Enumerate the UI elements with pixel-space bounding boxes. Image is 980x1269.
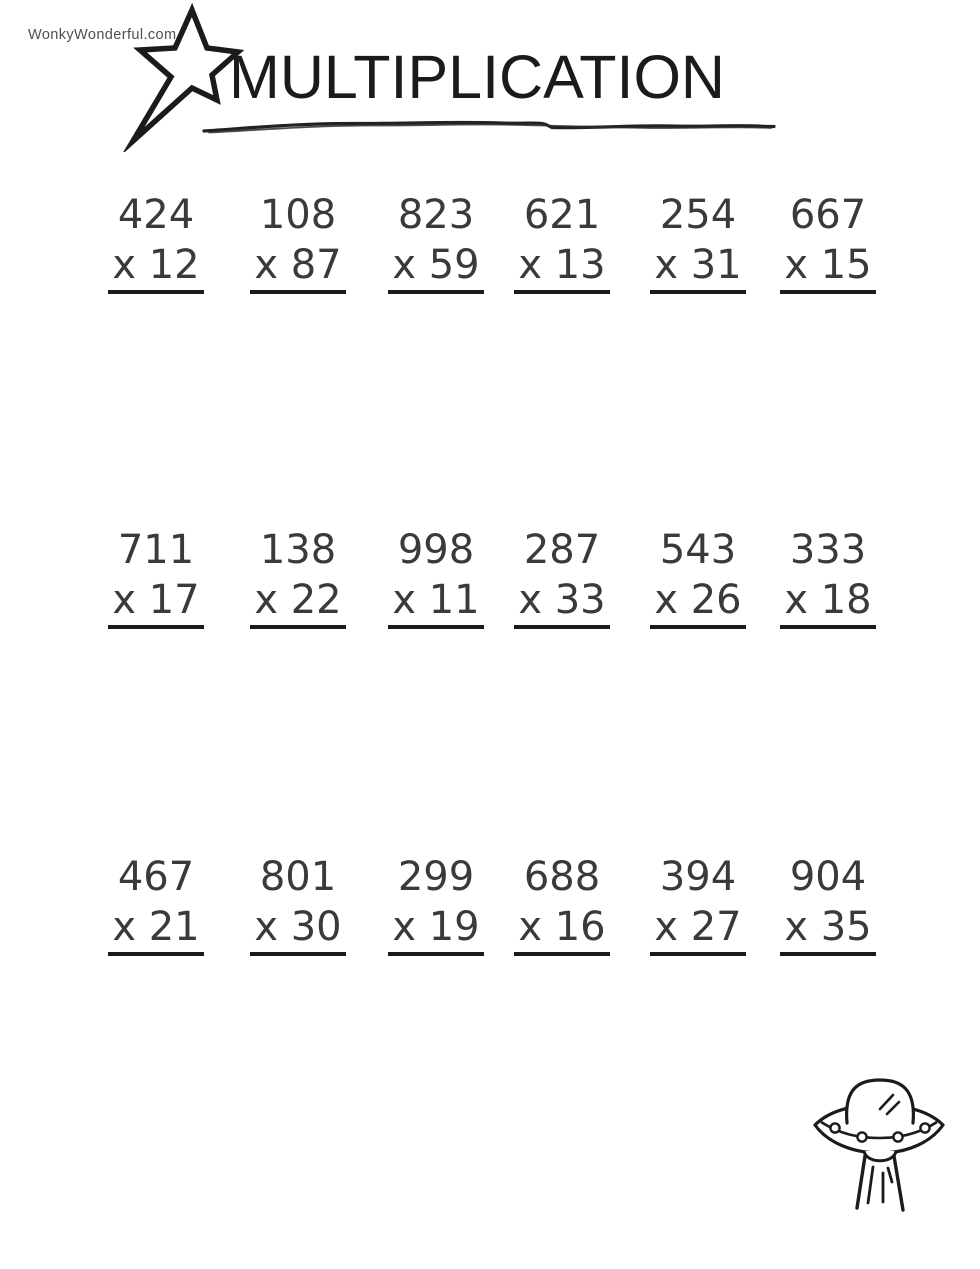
multiplicand: 801 <box>259 854 337 900</box>
multiplication-problem <box>250 525 346 629</box>
multiplicand: 467 <box>117 854 195 900</box>
multiplication-problem <box>388 525 484 629</box>
multiplication-problem <box>650 852 746 956</box>
multiplier-row: x 26 <box>654 577 742 623</box>
problems-row <box>0 852 980 962</box>
multiplier-row: x 59 <box>392 242 480 288</box>
multiplication-problem <box>514 190 610 294</box>
multiplication-problem <box>108 525 204 629</box>
multiplicand: 333 <box>789 527 867 573</box>
multiplicand: 667 <box>789 192 867 238</box>
multiplier-row: x 35 <box>784 904 872 950</box>
multiplier-row: x 21 <box>112 904 200 950</box>
multiplication-problem <box>650 190 746 294</box>
multiplicand: 543 <box>659 527 737 573</box>
multiplier-row: x 33 <box>518 577 606 623</box>
page-title: MULTIPLICATION <box>229 43 725 111</box>
multiplicand: 904 <box>789 854 867 900</box>
multiplier-row: x 17 <box>112 577 200 623</box>
problems-row <box>0 525 980 635</box>
multiplicand: 254 <box>659 192 737 238</box>
multiplier-row: x 13 <box>518 242 606 288</box>
multiplier-row: x 12 <box>112 242 200 288</box>
multiplicand: 108 <box>259 192 337 238</box>
multiplier-row: x 31 <box>654 242 742 288</box>
multiplication-problem <box>514 525 610 629</box>
multiplication-problem <box>388 852 484 956</box>
site-credit: WonkyWonderful.com <box>28 27 177 43</box>
multiplier-row: x 30 <box>254 904 342 950</box>
multiplier-row: x 15 <box>784 242 872 288</box>
multiplication-problem <box>108 852 204 956</box>
multiplication-problem <box>250 190 346 294</box>
multiplication-problem <box>514 852 610 956</box>
multiplicand: 621 <box>523 192 601 238</box>
multiplication-problem <box>388 190 484 294</box>
multiplicand: 823 <box>397 192 475 238</box>
ufo-icon <box>798 1060 958 1220</box>
multiplicand: 711 <box>117 527 195 573</box>
multiplier-row: x 18 <box>784 577 872 623</box>
multiplicand: 424 <box>117 192 195 238</box>
problems-row <box>0 190 980 300</box>
multiplier-row: x 87 <box>254 242 342 288</box>
multiplicand: 394 <box>659 854 737 900</box>
multiplication-problem <box>780 190 876 294</box>
multiplicand: 287 <box>523 527 601 573</box>
star-icon <box>123 2 255 152</box>
multiplication-problem <box>780 852 876 956</box>
multiplier-row: x 27 <box>654 904 742 950</box>
multiplicand: 299 <box>397 854 475 900</box>
multiplication-problem <box>650 525 746 629</box>
multiplier-row: x 16 <box>518 904 606 950</box>
multiplication-problem <box>780 525 876 629</box>
multiplication-problem <box>108 190 204 294</box>
scribble-underline <box>200 114 780 138</box>
multiplicand: 138 <box>259 527 337 573</box>
multiplier-row: x 22 <box>254 577 342 623</box>
multiplier-row: x 11 <box>392 577 480 623</box>
multiplicand: 688 <box>523 854 601 900</box>
multiplication-problem <box>250 852 346 956</box>
multiplier-row: x 19 <box>392 904 480 950</box>
multiplicand: 998 <box>397 527 475 573</box>
